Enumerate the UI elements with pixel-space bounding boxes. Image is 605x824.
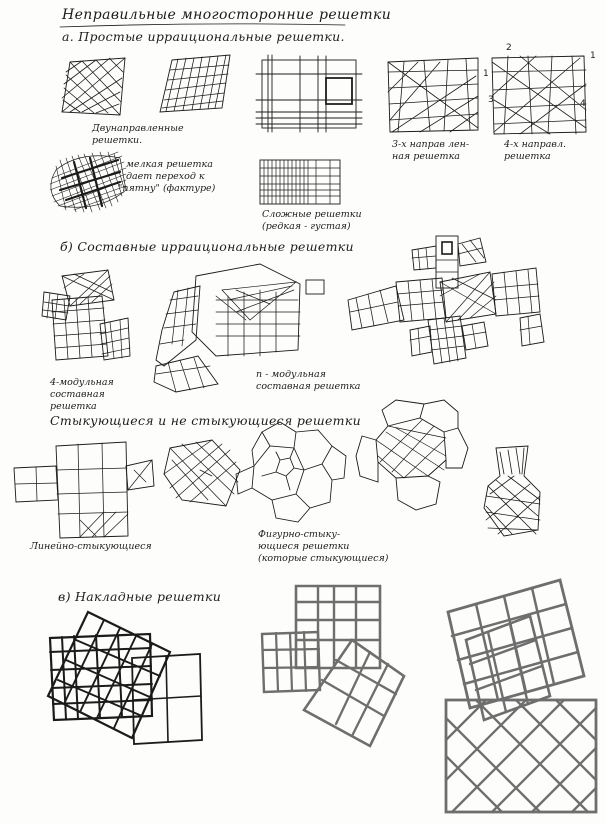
caption-fine-grid-3: "пятну" (фактуре): [118, 183, 216, 194]
polygonal-figure-docking-lattice: [356, 400, 468, 510]
marker-1-top: 1: [590, 51, 596, 61]
caption-figure-docking-1: Фигурно-стыку-: [258, 529, 341, 540]
caption-figure-docking-3: (которые стыкующиеся): [258, 553, 389, 564]
n-module-cross-composite-lattice: [348, 236, 544, 364]
caption-three-dir-2: ная решетка: [392, 151, 460, 162]
caption-four-dir-1: 4-х направл.: [504, 139, 567, 150]
section-b-heading: б) Составные ирраициональные решетки: [60, 239, 354, 254]
four-module-composite-lattice: [42, 270, 130, 360]
complex-dense-sparse-lattice: [260, 160, 340, 204]
overlaid-lattice-black: [48, 612, 202, 744]
caption-figure-docking-2: ющиеся решетки: [258, 541, 350, 552]
caption-three-dir-1: 3-х направ лен-: [392, 139, 470, 150]
section-c-heading: Стыкующиеся и не стыкующиеся решетки: [50, 413, 361, 428]
section-a-heading: а. Простые ирраициональные решетки.: [62, 29, 345, 44]
linear-docking-lattice: [14, 442, 154, 538]
four-directional-lattice: [492, 56, 586, 134]
marker-1-left: 1: [483, 69, 489, 79]
three-directional-lattice: [388, 58, 478, 132]
bidirectional-lattice-diamond: [62, 58, 125, 115]
caption-four-module-3: решетка: [50, 401, 97, 412]
caption-complex-2: (редкая - густая): [262, 221, 351, 232]
caption-four-module-1: 4-модульная: [50, 377, 114, 388]
caption-bidirectional-1: Двунаправленные: [92, 123, 184, 134]
rectangular-irregular-lattice: [256, 55, 362, 132]
marker-4: 4: [580, 99, 586, 109]
caption-n-module-1: n - модульная: [256, 369, 326, 380]
caption-linear-docking: Линейно-стыкующиеся: [30, 541, 152, 552]
vase-figure-lattice: [484, 446, 540, 536]
pentagonal-figure-lattice: [236, 422, 346, 522]
overlaid-lattice-grey-2: [446, 580, 596, 812]
caption-fine-grid-2: дает переход к: [126, 171, 205, 182]
marker-2: 2: [506, 43, 512, 53]
fine-grid-patch: [50, 152, 126, 212]
bidirectional-lattice-slanted: [160, 55, 230, 112]
caption-complex-1: Сложные решетки: [262, 209, 362, 220]
hexagonal-irregular-lattice: [164, 440, 240, 506]
overlaid-lattice-grey-1: [262, 586, 404, 746]
caption-four-dir-2: решетка: [504, 151, 551, 162]
page-title: Неправильные многосторонние решетки: [62, 7, 392, 23]
caption-bidirectional-2: решетки.: [92, 135, 143, 146]
section-d-heading: в) Накладные решетки: [58, 589, 222, 604]
marker-3: 3: [488, 95, 494, 105]
caption-n-module-2: составная решетка: [256, 381, 361, 392]
caption-four-module-2: составная: [50, 389, 105, 400]
caption-fine-grid-1: мелкая решетка: [126, 159, 213, 170]
